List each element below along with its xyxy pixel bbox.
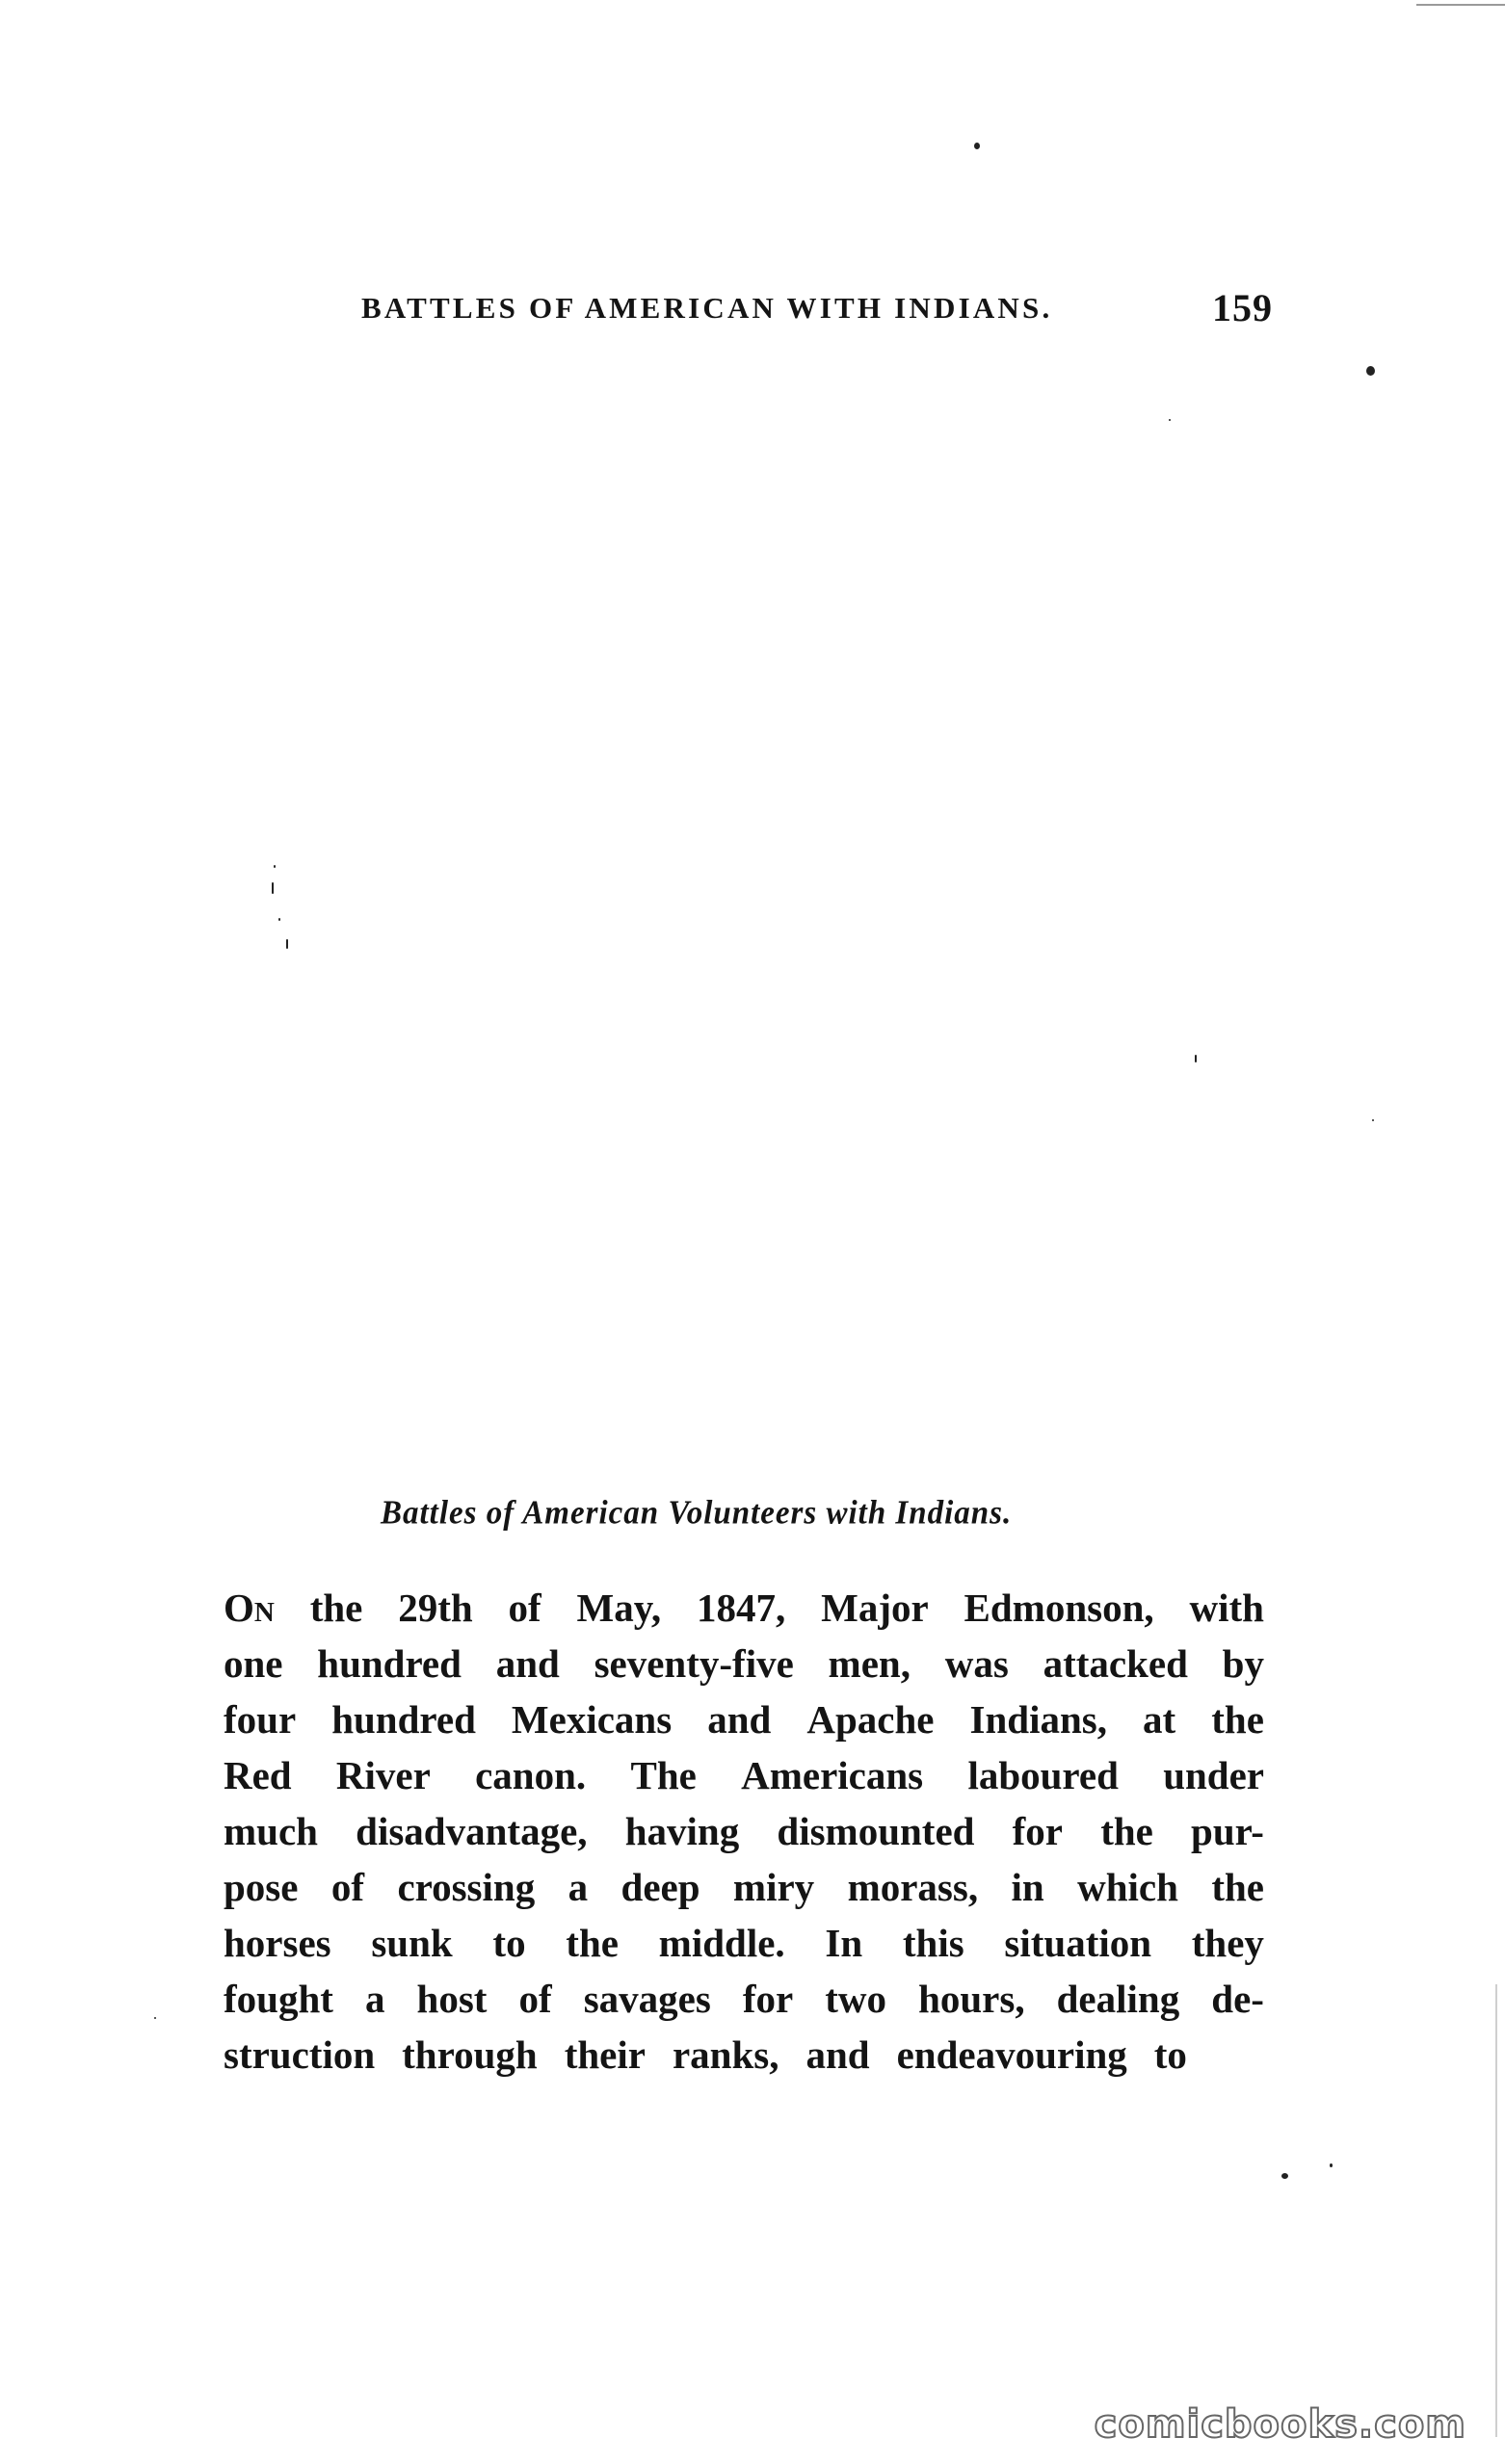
word: seventy-five [594, 1641, 794, 1686]
word: this [902, 1921, 964, 1965]
ink-speck [1372, 1119, 1374, 1121]
word: horses [224, 1921, 331, 1965]
word: and [495, 1641, 560, 1686]
word: de- [1211, 1977, 1264, 2021]
word: hours, [918, 1977, 1025, 2021]
ink-speck [1366, 366, 1375, 376]
word: Indians, [969, 1697, 1107, 1742]
word: with [1189, 1586, 1264, 1630]
word: in [1011, 1865, 1044, 1909]
word: middle. [658, 1921, 785, 1965]
running-title: BATTLES OF AMERICAN WITH INDIANS. [361, 291, 1053, 325]
word: and [805, 2032, 870, 2077]
word: a [364, 1977, 385, 2021]
watermark: comicbooks.com [1094, 2402, 1466, 2447]
word: On [224, 1586, 275, 1630]
word: pur- [1191, 1809, 1264, 1853]
word: Edmonson, [964, 1586, 1154, 1630]
word: one [224, 1641, 283, 1686]
word: through [402, 2032, 538, 2077]
word: to [1153, 2032, 1187, 2077]
word: savages [583, 1977, 711, 2021]
text-line [224, 1636, 1264, 1691]
word: the [566, 1921, 619, 1965]
word: sunk [371, 1921, 453, 1965]
ink-speck [286, 939, 288, 949]
word: miry [732, 1865, 815, 1909]
word: dealing [1056, 1977, 1180, 2021]
ink-speck [1195, 1055, 1197, 1062]
word: for [742, 1977, 794, 2021]
word: Mexicans [511, 1697, 673, 1742]
word: deep [620, 1865, 700, 1909]
ink-speck [154, 2017, 156, 2019]
text-line [224, 2027, 1264, 2083]
word: River [335, 1753, 431, 1797]
word: of [330, 1865, 365, 1909]
word: pose [224, 1865, 299, 1909]
word: of [508, 1586, 541, 1630]
word: 29th [398, 1586, 473, 1630]
word: to [492, 1921, 526, 1965]
word: The [630, 1753, 697, 1797]
word: and [707, 1697, 772, 1742]
word: was [944, 1641, 1009, 1686]
page-edge-line [1495, 1984, 1497, 2437]
ink-speck [1281, 2173, 1288, 2179]
running-head [361, 286, 1286, 347]
word: Red [224, 1753, 292, 1797]
word: canon. [475, 1753, 587, 1797]
word: disadvantage, [356, 1809, 588, 1853]
text-line [224, 1803, 1264, 1859]
word: much [224, 1809, 318, 1853]
word: four [224, 1697, 297, 1742]
word: 1847, [697, 1586, 786, 1630]
word: laboured [967, 1753, 1119, 1797]
word: which [1077, 1865, 1178, 1909]
word: at [1143, 1697, 1176, 1742]
word: May, [576, 1586, 662, 1630]
text-line [224, 1971, 1264, 2027]
ink-speck [974, 143, 980, 149]
text-line [224, 1580, 1264, 1636]
word: situation [1004, 1921, 1152, 1965]
word: crossing [397, 1865, 536, 1909]
word: dismounted [777, 1809, 975, 1853]
ink-speck [278, 918, 280, 921]
word: men, [828, 1641, 911, 1686]
word: a [568, 1865, 589, 1909]
word: struction [224, 2032, 376, 2077]
word: two [825, 1977, 887, 2021]
text-line [224, 1859, 1264, 1915]
word: morass, [847, 1865, 979, 1909]
word: the [1211, 1865, 1264, 1909]
word: hundred [317, 1641, 462, 1686]
word: Major [821, 1586, 929, 1630]
word: under [1163, 1753, 1264, 1797]
word: the [1100, 1809, 1153, 1853]
ink-speck [1330, 2163, 1333, 2167]
text-line [224, 1691, 1264, 1747]
word: having [624, 1809, 740, 1853]
ink-speck [274, 865, 276, 868]
ink-speck [272, 882, 274, 894]
section-heading: Battles of American Volunteers with Indians. [381, 1495, 1013, 1532]
word: attacked [1043, 1641, 1188, 1686]
word: ranks, [672, 2032, 779, 2077]
word: hundred [331, 1697, 476, 1742]
ink-speck [1169, 419, 1171, 421]
word: of [518, 1977, 552, 2021]
body-paragraph [224, 1580, 1264, 2083]
word: In [825, 1921, 863, 1965]
word: endeavouring [896, 2032, 1127, 2077]
word: Apache [806, 1697, 935, 1742]
word: the [309, 1586, 363, 1630]
text-line [224, 1747, 1264, 1803]
page-number: 159 [1212, 286, 1273, 329]
word: Americans [741, 1753, 924, 1797]
word: host [416, 1977, 488, 2021]
word: for [1012, 1809, 1063, 1853]
word: their [564, 2032, 646, 2077]
word: they [1191, 1921, 1264, 1965]
text-line [224, 1915, 1264, 1971]
word: by [1222, 1641, 1264, 1686]
word: fought [224, 1977, 333, 2021]
word: the [1211, 1697, 1264, 1742]
page-edge-line [1416, 4, 1505, 6]
